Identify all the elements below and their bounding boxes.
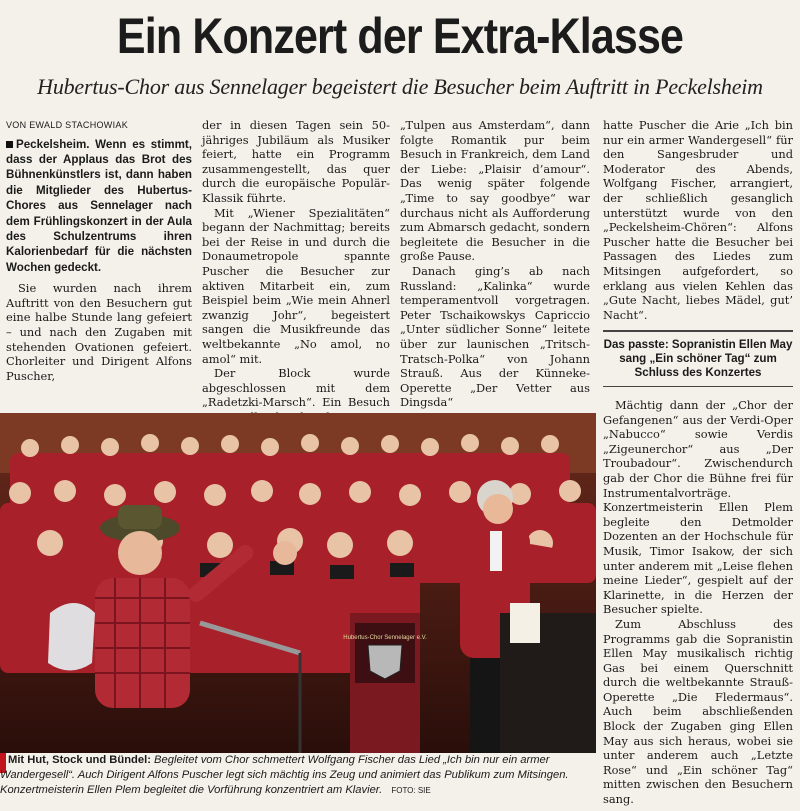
caption-head: Mit Hut, Stock und Bündel: — [8, 754, 151, 766]
headline: Ein Konzert der Extra-Klasse — [116, 8, 684, 64]
caption-body: Begleitet vom Chor schmettert Wolfgang Fischer das Lied „Ich bin nur ein armer Wandergesell“. Auch Dirigent Alfons Puscher legt sich mächtig ins Zeug und animiert das Publikum zum Mitsingen. Konzertmeisterin Ellen Plem begleitet die Vorführung konzentriert am Klavier. — [0, 754, 569, 796]
lead-paragraph: Peckelsheim. Wenn es stimmt, dass der Applaus das Brot des Bühnenkünstlers ist, dann haben die Mitglieder des Hubertus-Chores aus Sennelager nach dem Frühlingskonzert in der Aula des Schulzentrums ihren Kalorienbedarf für die nächsten Wochen gedeckt. — [6, 137, 192, 274]
col4-paragraph-3: Zum Abschluss des Programms gab die Sopranistin Ellen May musikalisch richtig Gas bei einem Querschnitt durch die weltbekannte Strauß-Operette „Die Fledermaus“. Auch beim abschließenden Block der Zugaben ging Ellen May aus sich heraus, wobei sie unter anderem auch „Letzte Rose“ und „Ein schöner Tag“ mitten zwischen den Besuchern sang. — [603, 616, 793, 807]
col2-paragraph-2: Mit „Wiener Spezialitäten“ begann der Nachmittag; bereits bei der Reise in und durch die Donaumetropole spannte Puscher die Besucher zur aktiven Mitarbeit ein, zum Beispiel beim „Wie mein Ahnerl zwanzig Johr“, begeistert sangen die Musikfreunde das weltbekannte „No amol, no amol“ mit. — [202, 205, 390, 366]
col4-paragraph-2: Mächtig dann der „Chor der Gefangenen“ aus der Verdi-Oper „Nabucco“ sowie Verdis „Zigeunerchor“ aus „Der Troubadour“. Zwischendurch gab der Chor die Bühne frei für Instrumentalvorträge. Konzertmeisterin Ellen Plem begleite den Detmolder Dozenten an der Hochschule für Musik, Timor Isakow, der sich unter anderem mit „Leise flehen meine Lieder“, gespielt auf der Klarinette, in die Herzen der Besucher spielte. — [603, 398, 793, 617]
column-4-bottom — [603, 398, 793, 808]
bullet-square-icon — [6, 141, 13, 148]
pullquote: Das passte: Sopranistin Ellen May sang „Ein schöner Tag“ zum Schluss des Konzertes — [603, 330, 793, 387]
col2-paragraph-3: Der Block wurde abgeschlossen mit dem „Radetzki-Marsch“. Ein Besuch — [202, 366, 390, 410]
col3-paragraph-2: Danach ging’s ab nach Russland: „Kalinka“ wurde temperamentvoll vorgetragen. Peter Tschaikowskys Capriccio „Unter südlicher Sonne“ leitete über zur launischen „Tritsch-Tratsch-Polka“ von Johann Strauß. Aus der Künneke-Operette „Der Vetter aus Dingsda“ — [400, 263, 590, 410]
photo-credit: FOTO: SIE — [391, 786, 431, 795]
subheadline: Hubertus-Chor aus Sennelager begeistert die Besucher beim Auftritt in Peckelsheim — [37, 74, 763, 99]
photo-caption — [0, 753, 596, 811]
col2-paragraph-1: der in diesen Tagen sein 50-jähriges Jubiläum als Musiker feiert, hatte ein Programm zusammengestellt, das quer durch die europäische Populär-Klassik führte. — [202, 118, 390, 205]
col1-paragraph: Sie wurden nach ihrem Auftritt von den Besuchern gut eine halbe Stunde lang gefeiert – und nach den Zugaben mit stehenden Ovationen gefeiert. Chorleiter und Dirigent Alfons Puscher, — [6, 281, 192, 383]
byline: VON EWALD STACHOWIAK — [6, 120, 129, 130]
choir-scene-image — [0, 413, 596, 753]
column-4-top — [603, 118, 793, 324]
column-2 — [202, 118, 390, 439]
concert-photo — [0, 413, 596, 753]
col3-paragraph-1: „Tulpen aus Amsterdam“, dann folgte Romantik pur beim Besuch in Frankreich, dem Land der Liebe: „Plaisir d’amour“. Das wenig später folgende „Time to say goodbye“ war durchaus nicht als Aufforderung zum Abmarsch gedacht, sondern begleitete die Besucher in die große Pause. — [400, 118, 590, 264]
column-1 — [6, 118, 192, 383]
col4-paragraph-1: hatte Puscher die Arie „Ich bin nur ein armer Wandergesell“ für den Sangesbruder und Moderator des Abends, Wolfgang Fischer, arrangiert, der schließlich gesanglich unterstützt wurde von den „Peckelsheim-Chören“: Alfons Puscher hatte die Besucher bei Passagen des Liedes zum Mitsingen aufgefordert, so erklang aus vielen Kehlen das „Gute Nacht, liebes Mädel, gut’ Nacht“. — [603, 118, 793, 322]
lectern-banner-text: Hubertus-Chor Sennelager e.V. — [343, 635, 427, 641]
column-3 — [400, 118, 590, 410]
